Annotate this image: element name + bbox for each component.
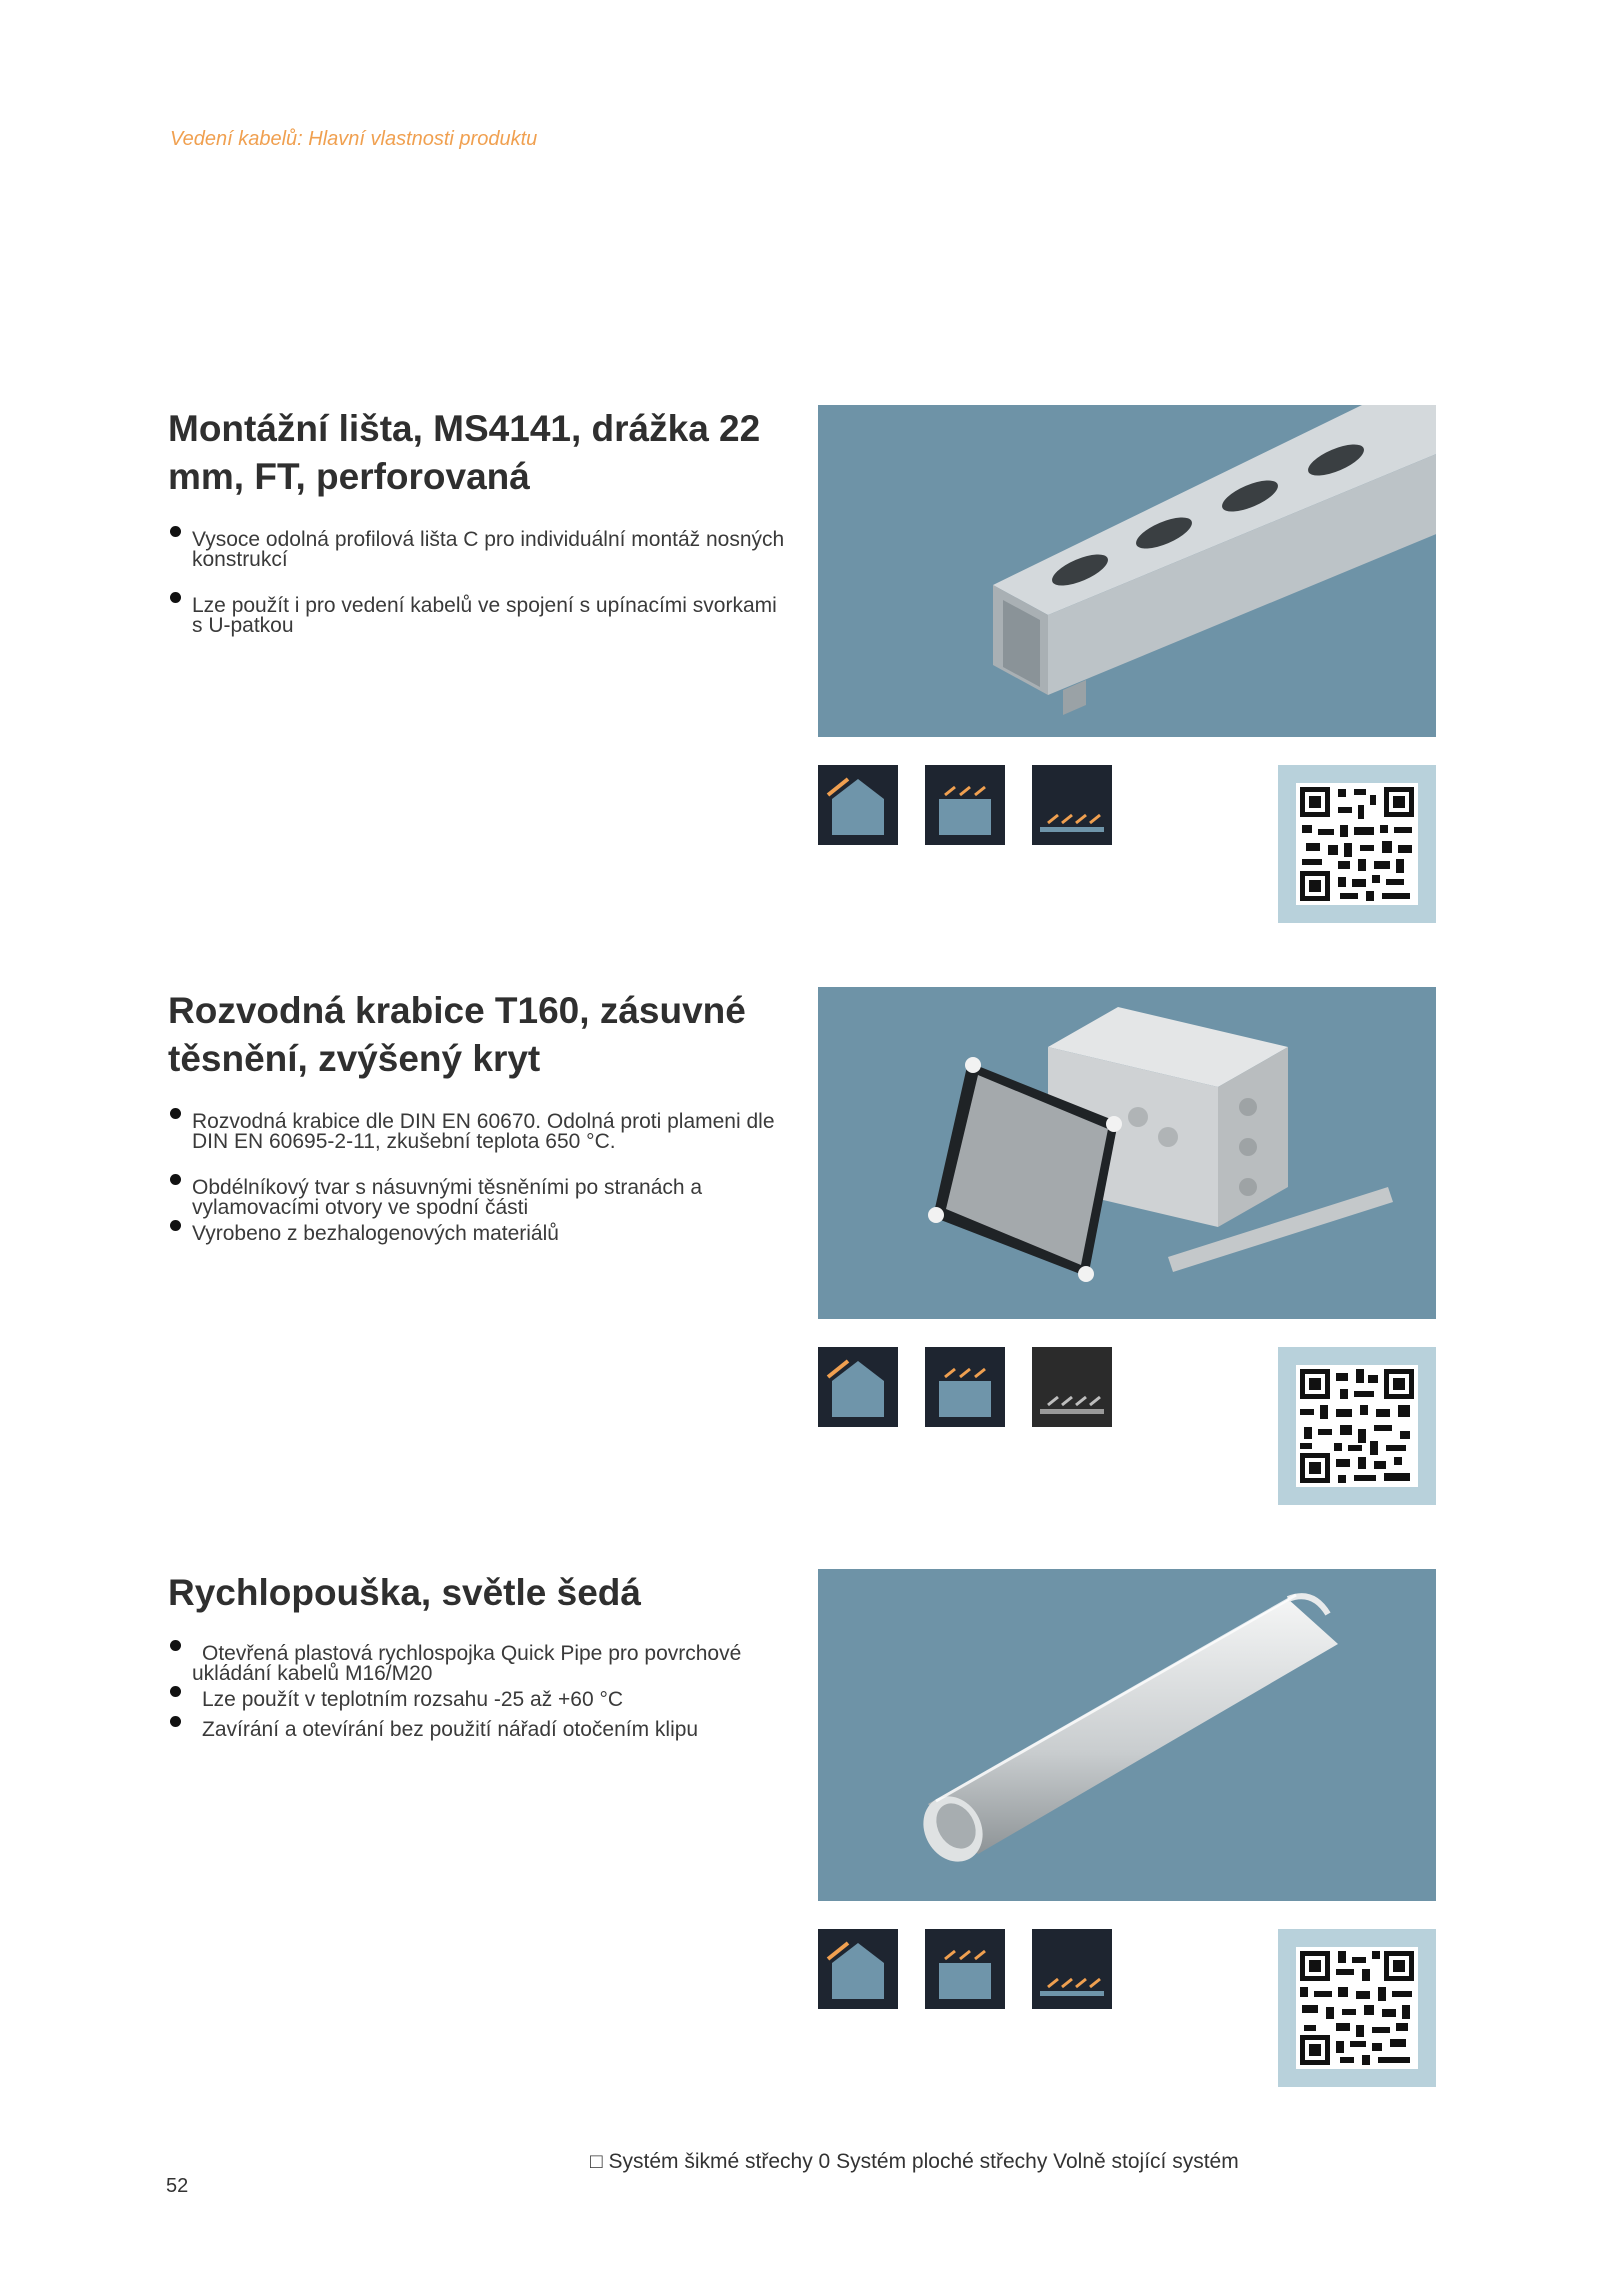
- feature-list: [170, 1112, 790, 1244]
- feature-item: Rozvodná krabice dle DIN EN 60670. Odolná proti plameni dle DIN EN 60695-2-11, zkušební teplota 650 °C.: [170, 1112, 790, 1152]
- qr-code[interactable]: [1278, 765, 1436, 923]
- pitched-roof-system-icon: [818, 765, 898, 845]
- product-quick-pipe: [0, 1569, 1600, 2129]
- qr-code[interactable]: [1278, 1929, 1436, 2087]
- flat-roof-system-icon: [925, 765, 1005, 845]
- free-standing-system-icon: [1032, 1929, 1112, 2009]
- feature-item: [170, 1690, 790, 1710]
- flat-roof-system-icon: [925, 1929, 1005, 2009]
- feature-item-text: Otevřená plastová rychlospojka Quick Pipe pro povrchové ukládání kabelů M16/M20: [192, 1642, 742, 1685]
- qr-code[interactable]: [1278, 1347, 1436, 1505]
- feature-item: Vyrobeno z bezhalogenových materiálů: [170, 1224, 790, 1244]
- product-title: Rychlopouška, světle šedá: [168, 1572, 641, 1613]
- quick-pipe-photo: [818, 1569, 1436, 1901]
- feature-item-text: Lze použít v teplotním rozsahu -25 až +60 °C: [202, 1688, 624, 1711]
- free-standing-system-icon: [1032, 765, 1112, 845]
- feature-list: [170, 1644, 790, 1740]
- feature-item: Vysoce odolná profilová lišta C pro individuální montáž nosných konstrukcí: [170, 530, 790, 570]
- page-number: 52: [166, 2175, 189, 2197]
- system-legend: □ Systém šikmé střechy 0 Systém ploché střechy Volně stojící systém: [590, 2150, 1239, 2173]
- feature-item: Lze použít i pro vedení kabelů ve spojení s upínacími svorkami s U-patkou: [170, 596, 790, 636]
- product-junction-box: [0, 987, 1600, 1547]
- feature-item-text: Zavírání a otevírání bez použití nářadí otočením klipu: [202, 1718, 699, 1741]
- feature-item: Obdélníkový tvar s násuvnými těsněními po stranách a vylamovacími otvory ve spodní části: [170, 1178, 790, 1218]
- free-standing-system-icon: [1032, 1347, 1112, 1427]
- page-header: Vedení kabelů: Hlavní vlastnosti produktu: [170, 128, 538, 150]
- product-title: Rozvodná krabice T160, zásuvné těsnění, zvýšený kryt: [168, 990, 746, 1079]
- product-title: Montážní lišta, MS4141, drážka 22 mm, FT, perforovaná: [168, 408, 761, 497]
- feature-list: [170, 530, 790, 636]
- product-mounting-rail: [0, 405, 1600, 965]
- mounting-rail-photo: [818, 405, 1436, 737]
- flat-roof-system-icon: [925, 1347, 1005, 1427]
- pitched-roof-system-icon: [818, 1347, 898, 1427]
- junction-box-photo: [818, 987, 1436, 1319]
- pitched-roof-system-icon: [818, 1929, 898, 2009]
- feature-item: [170, 1720, 790, 1740]
- feature-item: [170, 1644, 790, 1684]
